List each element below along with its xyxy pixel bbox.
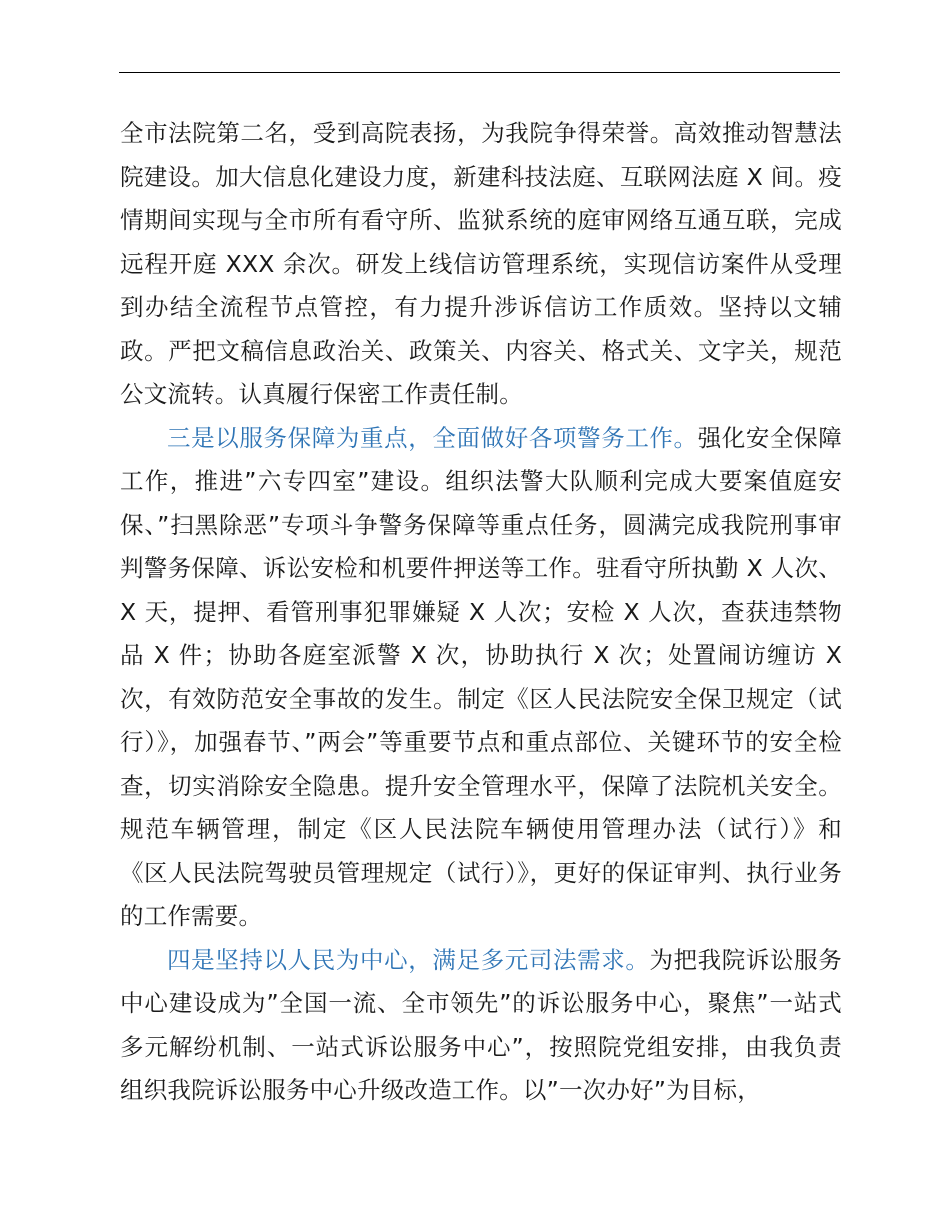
paragraph-2 [120,417,842,939]
paragraph-2-heading: 三是以服务保障为重点，全面做好各项警务工作。 [167,423,698,452]
paragraph-1 [120,112,842,417]
paragraph-2-text: 强化安全保障工作，推进”六专四室”建设。组织法警大队顺利完成大要案值庭安保、”扫黑除恶”专项斗争警务保障等重点任务，圆满完成我院刑事审判警务保障、诉讼安检和机要件押送等工作。驻看守所执勤 X 人次、X 天，提押、看管刑事犯罪嫌疑 X 人次；安检 X 人次，查获违禁物品 X 件；协助各庭室派警 X 次，协助执行 X 次；处置闹访缠访 X 次，有效防范安全事故的发生。制定《区人民法院安全保卫规定（试行）》，加强春节、”两会”等重要节点和重点部位、关键环节的安全检查，切实消除安全隐患。提升安全管理水平，保障了法院机关安全。规范车辆管理，制定《区人民法院车辆使用管理办法（试行）》和《区人民法院驾驶员管理规定（试行）》，更好的保证审判、执行业务的工作需要。 [120,423,842,930]
document-body [120,112,842,1113]
paragraph-1-text: 全市法院第二名，受到高院表扬，为我院争得荣誉。高效推动智慧法院建设。加大信息化建设力度，新建科技法庭、互联网法庭 X 间。疫情期间实现与全市所有看守所、监狱系统的庭审网络互通互联，完成远程开庭 XXX 余次。研发上线信访管理系统，实现信访案件从受理到办结全流程节点管控，有力提升涉诉信访工作质效。坚持以文辅政。严把文稿信息政治关、政策关、内容关、格式关、文字关，规范公文流转。认真履行保密工作责任制。 [120,119,842,408]
paragraph-3-heading: 四是坚持以人民为中心，满足多元司法需求。 [167,945,650,974]
paragraph-3 [120,939,842,1113]
paragraph-3-text: 为把我院诉讼服务中心建设成为”全国一流、全市领先”的诉讼服务中心，聚焦”一站式多元解纷机制、一站式诉讼服务中心”，按照院党组安排，由我负责组织我院诉讼服务中心升级改造工作。以”一次办好”为目标， [120,945,842,1104]
header-rule [119,72,840,73]
